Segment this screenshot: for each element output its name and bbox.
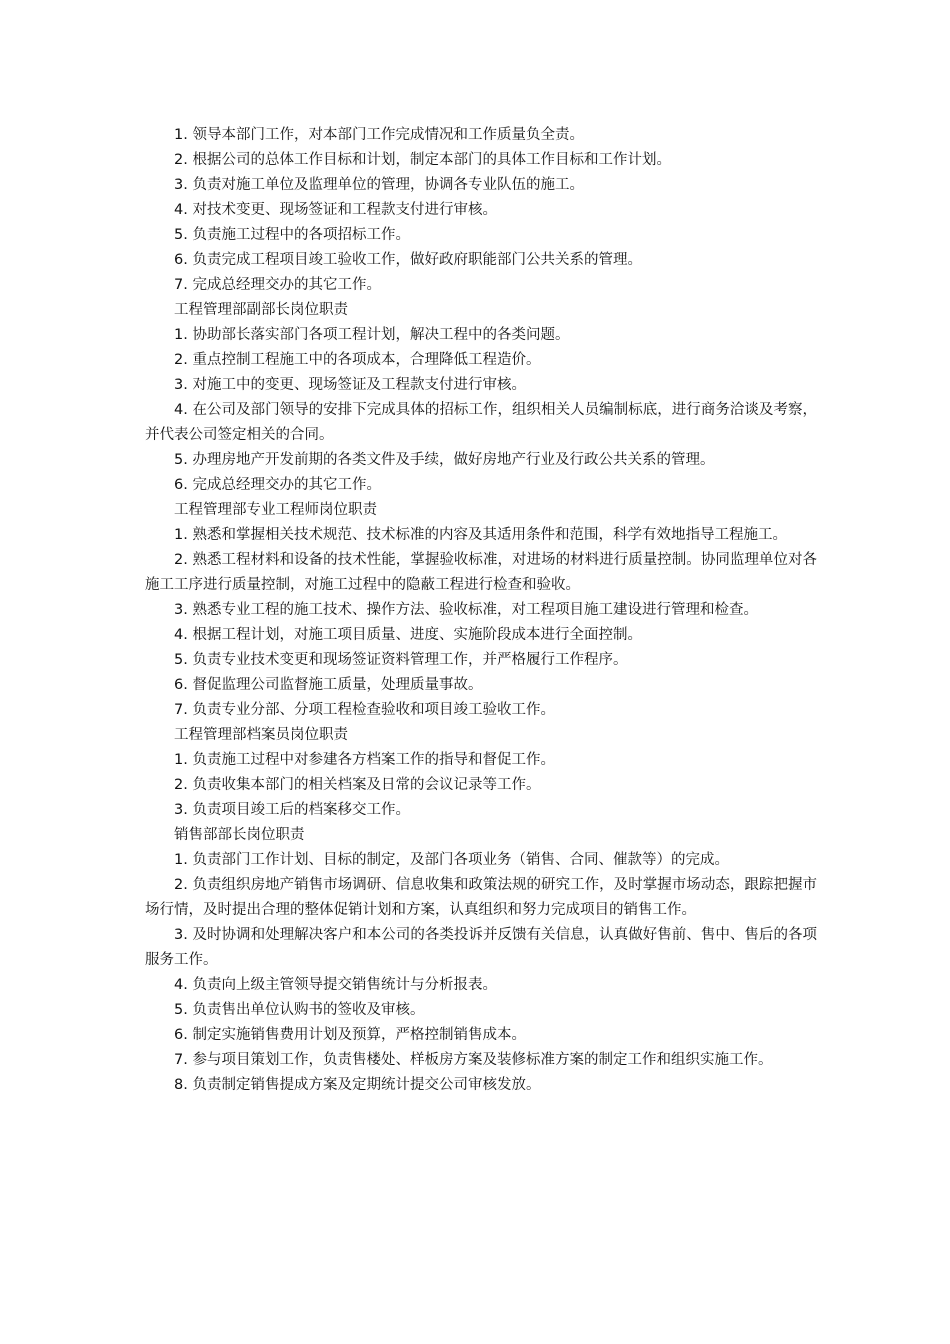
list-item: 7. 完成总经理交办的其它工作。	[174, 277, 381, 293]
list-item: 6. 制定实施销售费用计划及预算，严格控制销售成本。	[174, 1027, 526, 1043]
list-item: 3. 负责对施工单位及监理单位的管理，协调各专业队伍的施工。	[174, 177, 584, 193]
list-item: 1. 负责部门工作计划、目标的制定，及部门各项业务（销售、合同、催款等）的完成。	[174, 852, 729, 868]
document-body	[145, 123, 817, 1098]
list-item: 6. 督促监理公司监督施工质量，处理质量事故。	[174, 677, 483, 693]
list-item: 1. 熟悉和掌握相关技术规范、技术标准的内容及其适用条件和范围，科学有效地指导工程施工。	[174, 527, 787, 543]
list-item: 1. 协助部长落实部门各项工程计划，解决工程中的各类问题。	[174, 327, 570, 343]
list-item: 5. 办理房地产开发前期的各类文件及手续，做好房地产行业及行政公共关系的管理。	[174, 452, 715, 468]
list-item: 6. 负责完成工程项目竣工验收工作，做好政府职能部门公共关系的管理。	[174, 252, 642, 268]
list-item: 8. 负责制定销售提成方案及定期统计提交公司审核发放。	[174, 1077, 541, 1093]
section-sales-manager-duties	[145, 823, 817, 1098]
list-item: 1. 负责施工过程中对参建各方档案工作的指导和督促工作。	[174, 752, 555, 768]
section-archivist-duties	[145, 723, 817, 823]
section-heading: 工程管理部副部长岗位职责	[174, 302, 348, 318]
list-item: 5. 负责专业技术变更和现场签证资料管理工作，并严格履行工作程序。	[174, 652, 628, 668]
section-heading: 工程管理部档案员岗位职责	[174, 727, 348, 743]
list-item: 6. 完成总经理交办的其它工作。	[174, 477, 381, 493]
list-item: 5. 负责施工过程中的各项招标工作。	[174, 227, 410, 243]
list-item: 5. 负责售出单位认购书的签收及审核。	[174, 1002, 425, 1018]
list-item: 2. 负责组织房地产销售市场调研、信息收集和政策法规的研究工作，及时掌握市场动态，跟踪把握市场行情，及时提出合理的整体促销计划和方案，认真组织和努力完成项目的销售工作。	[145, 877, 817, 918]
list-item: 7. 负责专业分部、分项工程检查验收和项目竣工验收工作。	[174, 702, 555, 718]
list-item: 4. 负责向上级主管领导提交销售统计与分析报表。	[174, 977, 497, 993]
list-item: 2. 负责收集本部门的相关档案及日常的会议记录等工作。	[174, 777, 541, 793]
section-manager-duties	[145, 123, 817, 298]
section-engineer-duties	[145, 498, 817, 723]
list-item: 4. 在公司及部门领导的安排下完成具体的招标工作，组织相关人员编制标底，进行商务洽谈及考察，并代表公司签定相关的合同。	[145, 402, 817, 443]
section-heading: 销售部部长岗位职责	[174, 827, 305, 843]
section-heading: 工程管理部专业工程师岗位职责	[174, 502, 377, 518]
section-deputy-manager-duties	[145, 298, 817, 498]
list-item: 4. 根据工程计划，对施工项目质量、进度、实施阶段成本进行全面控制。	[174, 627, 642, 643]
list-item: 3. 对施工中的变更、现场签证及工程款支付进行审核。	[174, 377, 526, 393]
list-item: 3. 及时协调和处理解决客户和本公司的各类投诉并反馈有关信息，认真做好售前、售中、售后的各项服务工作。	[145, 927, 817, 968]
list-item: 3. 熟悉专业工程的施工技术、操作方法、验收标准，对工程项目施工建设进行管理和检查。	[174, 602, 758, 618]
list-item: 2. 重点控制工程施工中的各项成本，合理降低工程造价。	[174, 352, 541, 368]
list-item: 2. 根据公司的总体工作目标和计划，制定本部门的具体工作目标和工作计划。	[174, 152, 671, 168]
list-item: 1. 领导本部门工作，对本部门工作完成情况和工作质量负全责。	[174, 127, 584, 143]
list-item: 2. 熟悉工程材料和设备的技术性能，掌握验收标准，对进场的材料进行质量控制。协同监理单位对各施工工序进行质量控制，对施工过程中的隐蔽工程进行检查和验收。	[145, 552, 817, 593]
list-item: 3. 负责项目竣工后的档案移交工作。	[174, 802, 410, 818]
list-item: 7. 参与项目策划工作，负责售楼处、样板房方案及装修标准方案的制定工作和组织实施工作。	[174, 1052, 773, 1068]
list-item: 4. 对技术变更、现场签证和工程款支付进行审核。	[174, 202, 497, 218]
